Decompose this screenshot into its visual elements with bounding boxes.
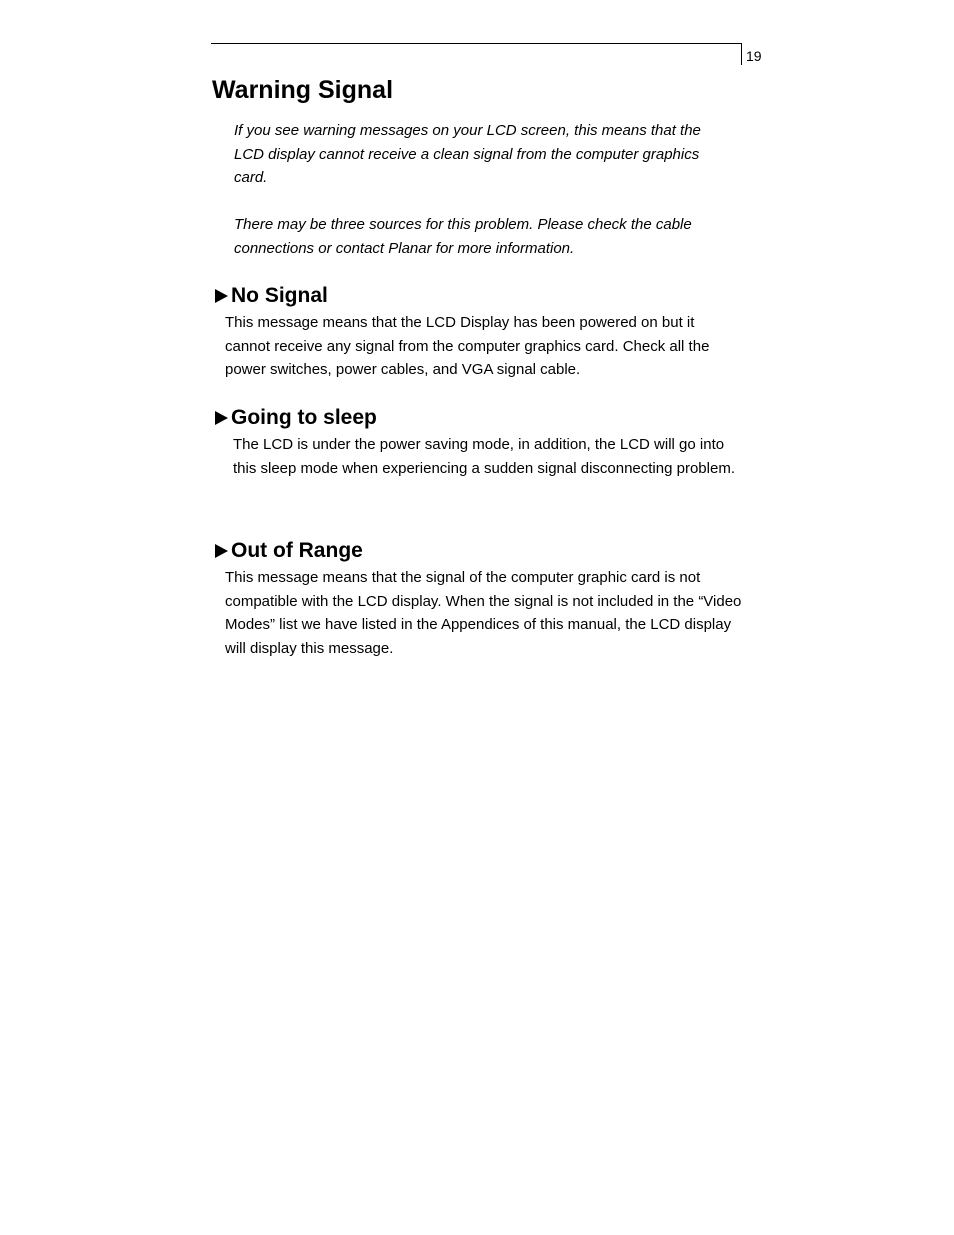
triangle-right-icon [215, 411, 228, 425]
page-title: Warning Signal [212, 76, 394, 104]
triangle-right-icon [215, 289, 228, 303]
section-heading-no-signal [215, 283, 328, 309]
section-heading-label: No Signal [231, 284, 328, 307]
intro-paragraph: There may be three sources for this problem. Please check the cable connections or contact Planar for more information. [234, 216, 692, 257]
section-heading-label: Going to sleep [231, 406, 377, 429]
header-rule [211, 43, 741, 44]
intro-paragraph: If you see warning messages on your LCD screen, this means that the LCD display cannot receive a clean signal from the computer graphics card. [234, 122, 701, 186]
section-body-going-to-sleep: The LCD is under the power saving mode, in addition, the LCD will go into this sleep mode when experiencing a sudden signal disconnecting problem. [233, 436, 735, 477]
header-vertical-rule [741, 43, 742, 65]
page-number: 19 [746, 48, 762, 64]
section-heading-going-to-sleep [215, 405, 377, 431]
triangle-right-icon [215, 544, 228, 558]
section-body-out-of-range: This message means that the signal of the computer graphic card is not compatible with the LCD display. When the signal is not included in the “Video Modes” list we have listed in the Appendices of this manual, the LCD display will display this message. [225, 569, 742, 657]
section-body-no-signal: This message means that the LCD Display has been powered on but it cannot receive any signal from the computer graphics card. Check all the power switches, power cables, and VGA signal cable. [225, 314, 710, 378]
section-heading-label: Out of Range [231, 539, 363, 562]
section-heading-out-of-range [215, 538, 363, 564]
